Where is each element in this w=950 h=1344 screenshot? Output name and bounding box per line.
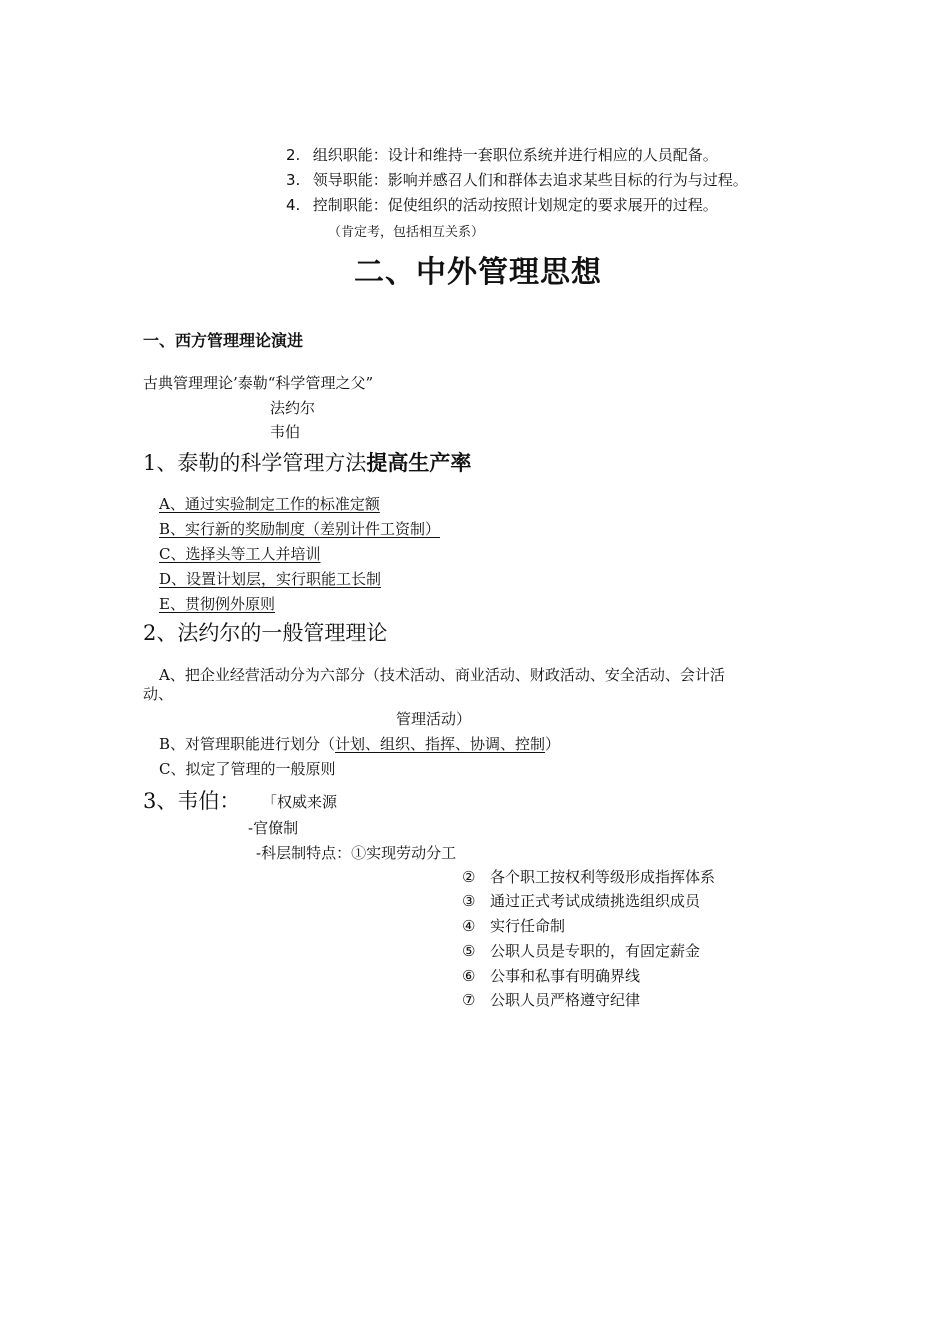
weber-heading: 3、韦伯： [143, 789, 241, 813]
feature-mark: ③ [462, 892, 476, 910]
weber-feature [462, 890, 700, 911]
taylor-heading-text: 1、泰勒的科学管理方法 [143, 451, 367, 475]
taylor-item: E、贯彻例外原则 [159, 595, 275, 613]
function-item [286, 144, 718, 165]
taylor-item: B、实行新的奖励制度（差别计件工资制） [159, 520, 441, 538]
weber-feature [462, 965, 640, 986]
classical-theory-line: 古典管理理论’泰勒“科学管理之父” [143, 374, 374, 392]
weber-feature [462, 940, 700, 961]
section-title: 一、西方管理理论演进 [143, 331, 304, 350]
weber-feature [462, 915, 565, 936]
feature-text: 各个职工按权利等级形成指挥体系 [490, 868, 716, 886]
chapter-title: 二、中外管理思想 [354, 255, 602, 290]
classical-theory-fayol: 法约尔 [270, 399, 316, 417]
function-item [286, 169, 748, 190]
feature-mark: ⑦ [462, 991, 476, 1009]
fayol-item-a-wrap: 动、 [143, 685, 174, 703]
feature-mark: ④ [462, 917, 476, 935]
function-text: 组织职能：设计和维持一套职位系统并进行相应的人员配备。 [312, 146, 718, 164]
feature-text: 公事和私事有明确界线 [490, 967, 641, 985]
function-number: 2. [286, 146, 301, 164]
taylor-item: D、设置计划层，实行职能工长制 [159, 570, 382, 588]
fayol-item-b-suffix: ） [545, 735, 561, 753]
feature-mark: ⑥ [462, 967, 476, 985]
classical-theory-weber: 韦伯 [270, 423, 301, 441]
fayol-item-a: A、把企业经营活动分为六部分（技术活动、商业活动、财政活动、安全活动、会计活 [159, 666, 725, 684]
feature-text: 公职人员严格遵守纪律 [490, 991, 641, 1009]
weber-feature [462, 989, 640, 1010]
feature-mark: ② [462, 868, 476, 886]
taylor-item: C、选择头等工人并培训 [159, 545, 321, 563]
weber-bureaucracy: -官僚制 [248, 819, 299, 837]
function-number: 4. [286, 196, 301, 214]
weber-hierarchy-features: -科层制特点：①实现劳动分工 [256, 844, 457, 862]
function-item [286, 194, 718, 215]
fayol-functions-list: 计划、组织、指挥、协调、控制 [335, 735, 546, 753]
weber-authority-source: 「权威来源 [262, 793, 338, 811]
fayol-heading: 2、法约尔的一般管理理论 [143, 621, 388, 645]
taylor-heading-emphasis: 提高生产率 [366, 451, 472, 475]
function-number: 3. [286, 171, 301, 189]
feature-mark: ⑤ [462, 942, 476, 960]
taylor-heading [143, 447, 471, 477]
fayol-item-b-prefix: B、对管理职能进行划分（ [159, 735, 336, 753]
exam-note: （肯定考，包括相互关系） [328, 225, 485, 240]
feature-text: 实行任命制 [490, 917, 566, 935]
function-text: 控制职能：促使组织的活动按照计划规定的要求展开的过程。 [312, 196, 718, 214]
weber-feature [462, 866, 715, 887]
taylor-item: A、通过实验制定工作的标准定额 [159, 495, 380, 513]
feature-text: 通过正式考试成绩挑选组织成员 [490, 892, 701, 910]
function-text: 领导职能：影响并感召人们和群体去追求某些目标的行为与过程。 [312, 171, 748, 189]
fayol-item-b [159, 733, 560, 754]
feature-text: 公职人员是专职的，有固定薪金 [490, 942, 701, 960]
fayol-item-a-end: 管理活动） [396, 710, 472, 728]
fayol-item-c: C、拟定了管理的一般原则 [159, 760, 336, 778]
